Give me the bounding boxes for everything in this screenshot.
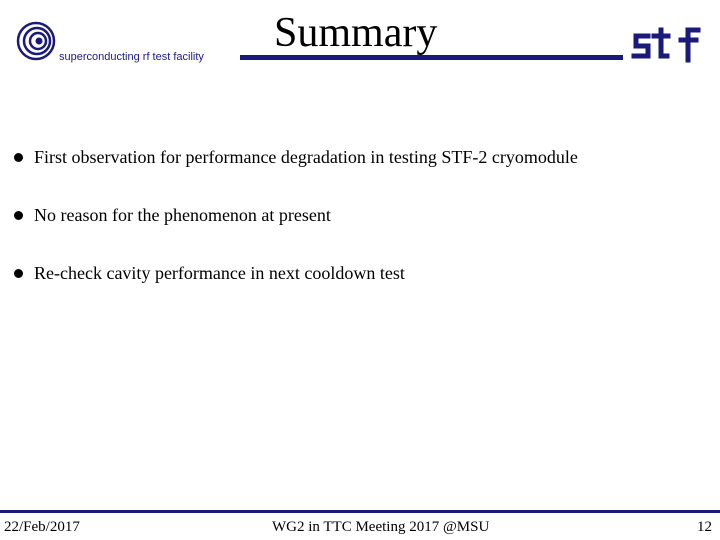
bullet-item bbox=[14, 142, 578, 172]
bullet-item bbox=[14, 200, 578, 230]
cavity-rings-logo-icon bbox=[16, 21, 56, 61]
bullet-dot-icon bbox=[14, 269, 23, 278]
slide-title: Summary bbox=[274, 10, 438, 56]
facility-name: superconducting rf test facility bbox=[59, 51, 204, 63]
footer-date: 22/Feb/2017 bbox=[4, 519, 80, 535]
footer-meeting: WG2 in TTC Meeting 2017 @MSU bbox=[272, 519, 490, 535]
stf-logo-icon bbox=[630, 26, 702, 64]
bullet-text: No reason for the phenomenon at present bbox=[34, 204, 331, 225]
page-number: 12 bbox=[697, 519, 712, 535]
footer-divider bbox=[0, 510, 720, 513]
bullet-text: First observation for performance degradation in testing STF-2 cryomodule bbox=[34, 146, 578, 167]
bullet-dot-icon bbox=[14, 211, 23, 220]
bullet-dot-icon bbox=[14, 153, 23, 162]
bullet-list bbox=[14, 142, 578, 316]
bullet-text: Re-check cavity performance in next cooldown test bbox=[34, 262, 405, 283]
bullet-item bbox=[14, 258, 578, 288]
